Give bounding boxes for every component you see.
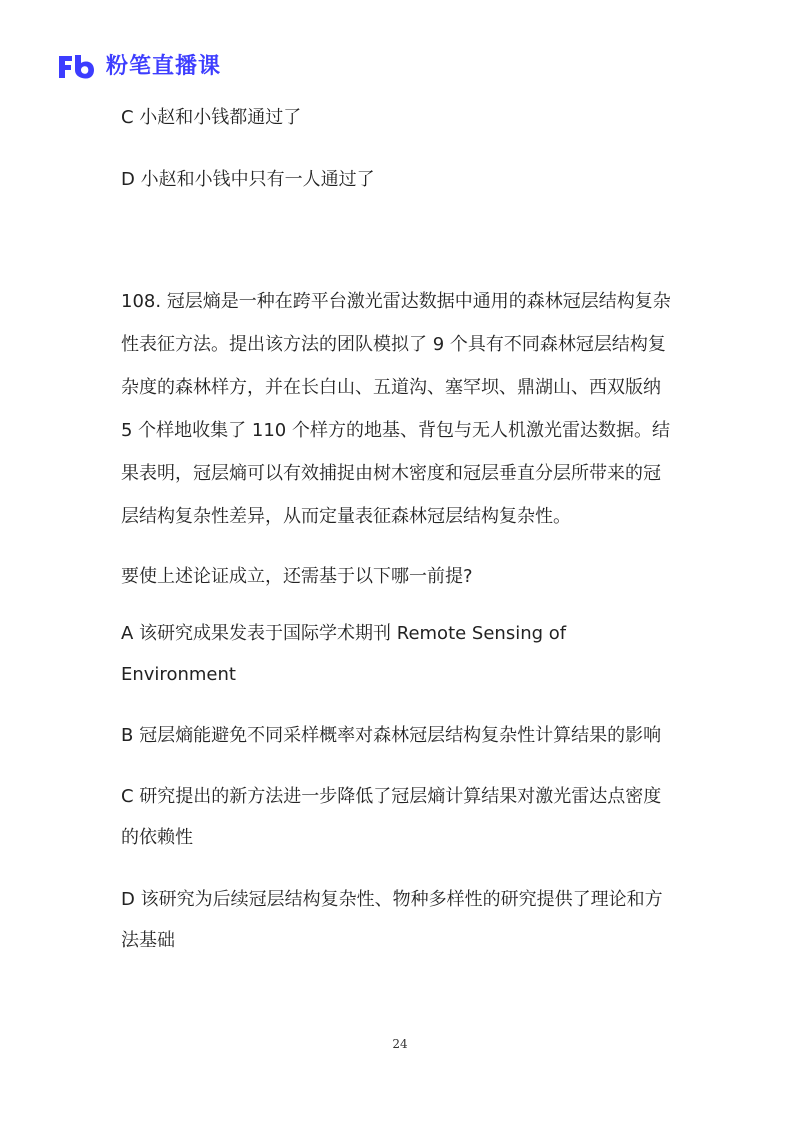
brand-name: 粉笔直播课 [106, 54, 222, 79]
question-stem-line-4: 5 个样地收集了 110 个样方的地基、背包与无人机激光雷达数据。结 [121, 420, 670, 441]
option-a-line-2: Environment [121, 664, 236, 685]
question-stem-line-5: 果表明，冠层熵可以有效捕捉由树木密度和冠层垂直分层所带来的冠 [121, 463, 661, 484]
page-number: 24 [392, 1037, 408, 1051]
fenbi-fb-logo-icon [56, 53, 96, 81]
option-a-line-1: A 该研究成果发表于国际学术期刊 Remote Sensing of [121, 623, 567, 644]
prev-option-d: D 小赵和小钱中只有一人通过了 [121, 169, 375, 190]
option-c-line-1: C 研究提出的新方法进一步降低了冠层熵计算结果对激光雷达点密度 [121, 786, 662, 807]
question-stem-line-6: 层结构复杂性差异，从而定量表征森林冠层结构复杂性。 [121, 506, 571, 527]
question-stem-line-1: 108. 冠层熵是一种在跨平台激光雷达数据中通用的森林冠层结构复杂 [121, 291, 671, 312]
option-c-line-2: 的依赖性 [121, 827, 193, 848]
option-b-line-1: B 冠层熵能避免不同采样概率对森林冠层结构复杂性计算结果的影响 [121, 725, 662, 746]
brand-header [56, 52, 221, 82]
option-d-line-1: D 该研究为后续冠层结构复杂性、物种多样性的研究提供了理论和方 [121, 889, 663, 910]
question-prompt: 要使上述论证成立，还需基于以下哪一前提? [121, 566, 473, 587]
prev-option-c: C 小赵和小钱都通过了 [121, 107, 302, 128]
question-stem-line-2: 性表征方法。提出该方法的团队模拟了 9 个具有不同森林冠层结构复 [121, 334, 666, 355]
option-d-line-2: 法基础 [121, 930, 175, 951]
question-stem-line-3: 杂度的森林样方，并在长白山、五道沟、塞罕坝、鼎湖山、西双版纳 [121, 377, 661, 398]
